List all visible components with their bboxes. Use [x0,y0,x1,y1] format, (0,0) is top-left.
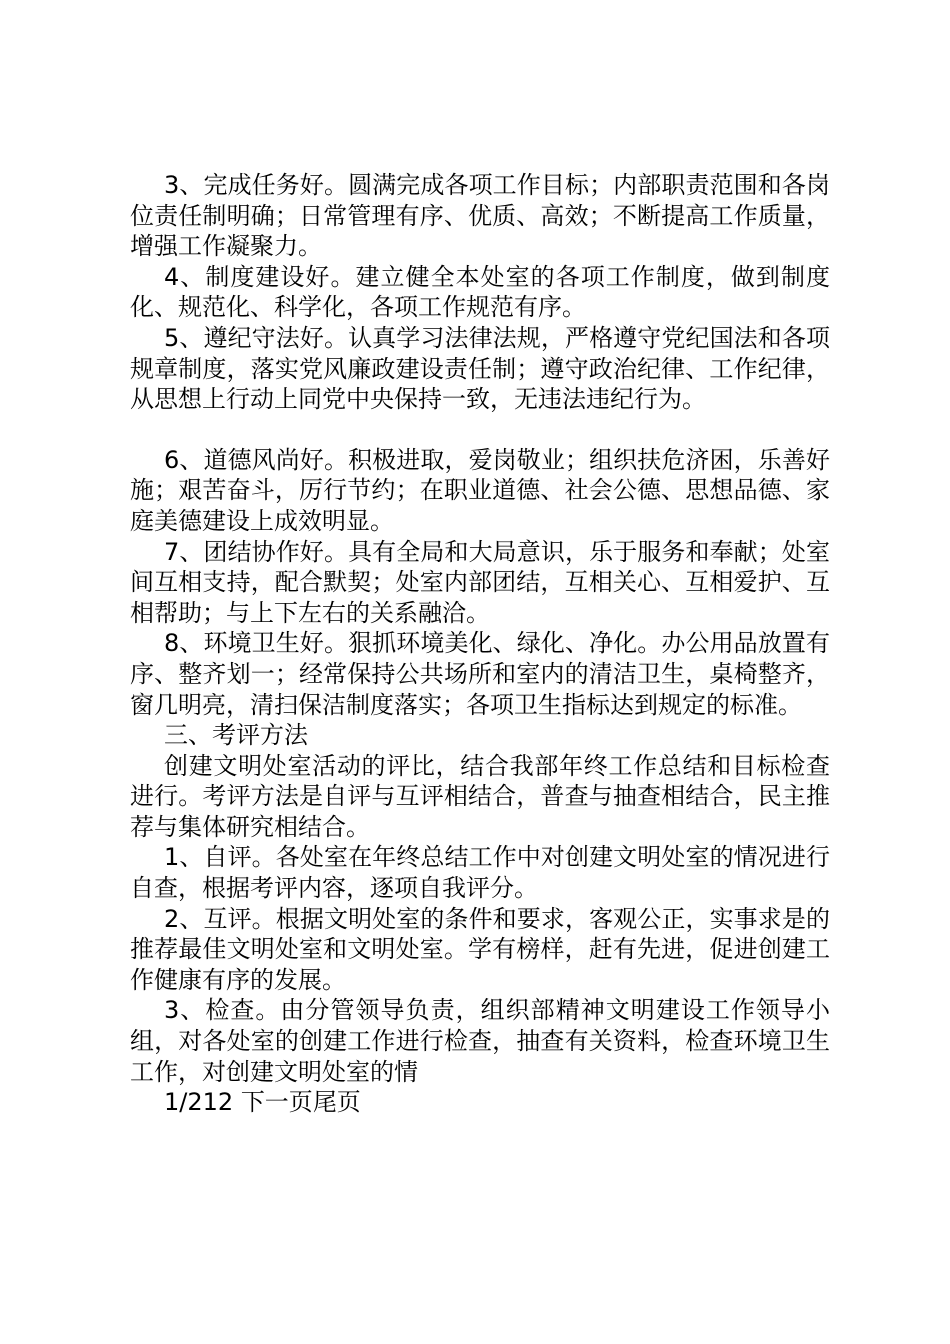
paragraph-method-intro: 创建文明处室活动的评比，结合我部年终工作总结和目标检查进行。考评方法是自评与互评相结合，普查与抽查相结合，民主推荐与集体研究相结合。 [130,751,830,841]
paragraph-self-evaluation: 1、自评。各处室在年终总结工作中对创建文明处室的情况进行自查，根据考评内容，逐项自我评分。 [130,843,830,903]
next-page-link[interactable]: 下一页 [240,1088,313,1117]
paragraph-item-4: 4、制度建设好。建立健全本处室的各项工作制度，做到制度化、规范化、科学化，各项工作规范有序。 [130,262,830,322]
document-body [130,170,830,1118]
section-heading: 三、考评方法 [164,721,308,750]
paragraph-inspection: 3、检查。由分管领导负责，组织部精神文明建设工作领导小组，对各处室的创建工作进行检查，抽查有关资料，检查环境卫生工作，对创建文明处室的情 [130,996,830,1086]
page-indicator: 1/212 [164,1088,234,1117]
last-page-link[interactable]: 尾页 [312,1088,361,1117]
paragraph-item-8: 8、环境卫生好。狠抓环境美化、绿化、净化。办公用品放置有序、整齐划一；经常保持公共场所和室内的清洁卫生，桌椅整齐，窗几明亮，清扫保洁制度落实；各项卫生指标达到规定的标准。 [130,629,830,719]
paragraph-mutual-evaluation: 2、互评。根据文明处室的条件和要求，客观公正，实事求是的推荐最佳文明处室和文明处室。学有榜样，赶有先进，促进创建工作健康有序的发展。 [130,904,830,994]
paragraph-item-3: 3、完成任务好。圆满完成各项工作目标；内部职责范围和各岗位责任制明确；日常管理有序、优质、高效；不断提高工作质量，增强工作凝聚力。 [130,171,830,261]
paragraph-item-7: 7、团结协作好。具有全局和大局意识，乐于服务和奉献；处室间互相支持，配合默契；处室内部团结，互相关心、互相爱护、互相帮助；与上下左右的关系融洽。 [130,537,830,627]
pagination [130,1087,830,1118]
paragraph-item-6: 6、道德风尚好。积极进取，爱岗敬业；组织扶危济困，乐善好施；艰苦奋斗，厉行节约；在职业道德、社会公德、思想品德、家庭美德建设上成效明显。 [130,445,830,535]
paragraph-item-5: 5、遵纪守法好。认真学习法律法规，严格遵守党纪国法和各项规章制度，落实党风廉政建设责任制；遵守政治纪律、工作纪律，从思想上行动上同党中央保持一致，无违法违纪行为。 [130,323,830,414]
